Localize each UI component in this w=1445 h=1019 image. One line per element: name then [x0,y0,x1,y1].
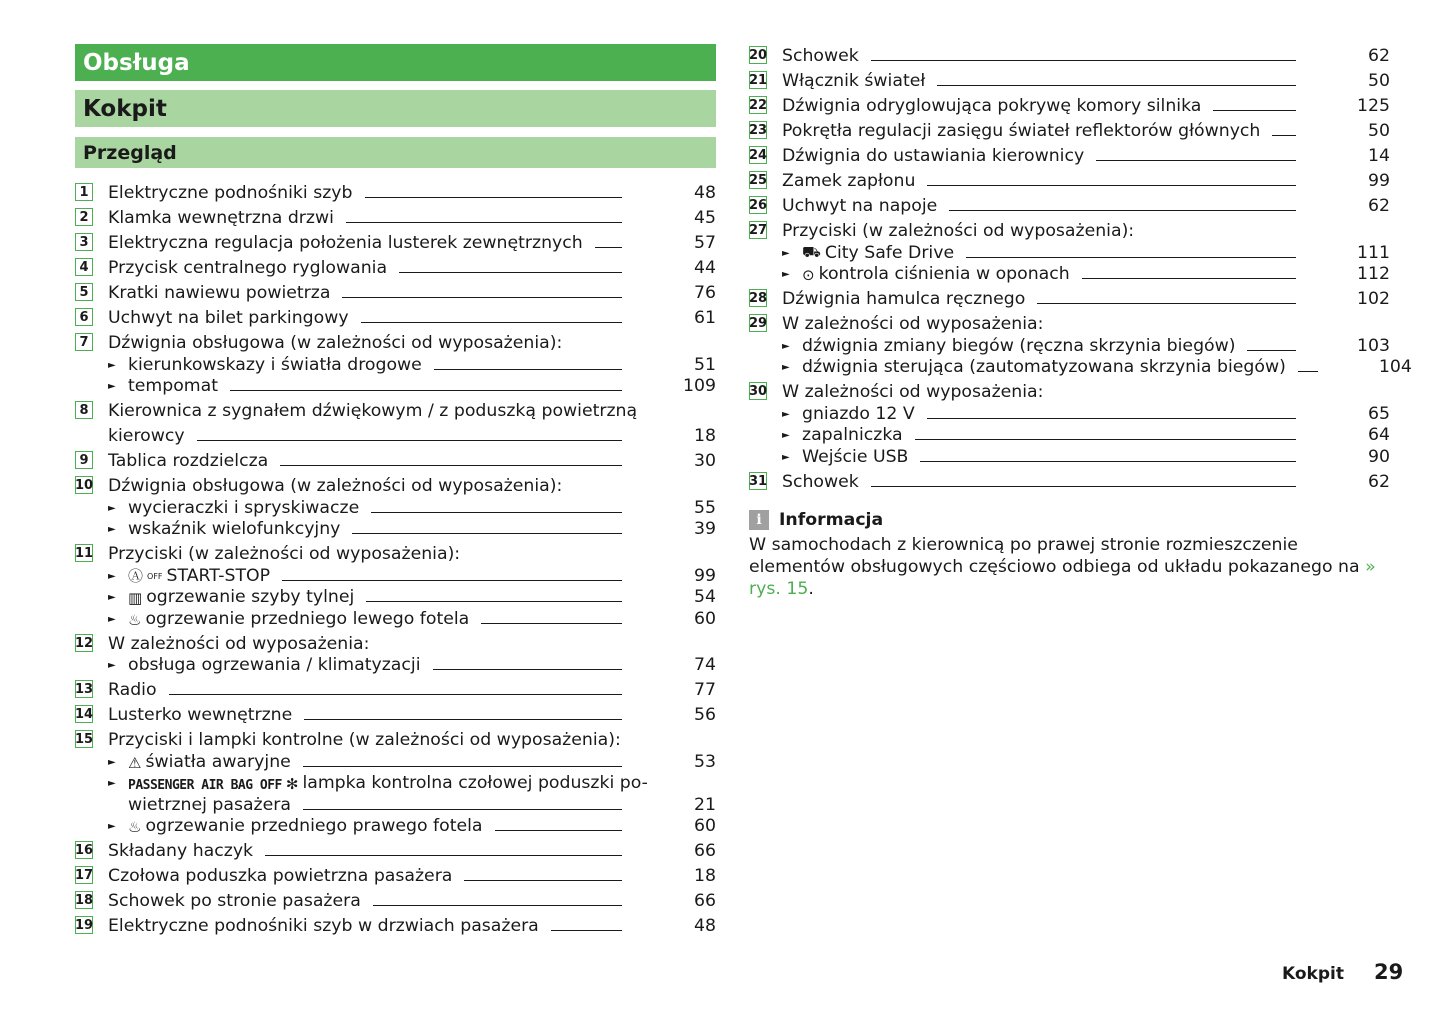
item-number: 31 [748,473,768,489]
index-item[interactable] [749,377,1390,467]
item-label: Uchwyt na bilet parkingowy [108,308,349,328]
dot-leader [230,389,622,391]
tyre-pressure-icon: ⊙ [802,266,815,284]
bullet-icon: ► [782,408,790,420]
index-item[interactable] [749,284,1390,309]
item-number: 17 [74,868,94,883]
sub-item-label: START-STOP [166,565,271,586]
item-number: 12 [74,635,94,651]
info-icon: i [749,510,769,530]
page-number: 29 [1373,960,1404,984]
index-item[interactable] [749,41,1390,66]
item-label: Elektryczne podnośniki szyb [108,183,353,203]
page-ref: 50 [1368,121,1390,141]
sub-item-label: ogrzewanie szyby tylnej [146,587,355,607]
item-label: Przyciski (w zależności od wyposażenia): [108,544,461,564]
right-index-list [748,41,1412,600]
subsection-title: Przegląd [75,137,716,168]
dot-leader [937,84,1296,86]
dot-leader [433,668,623,670]
item-number: 10 [74,478,94,493]
figure-link[interactable]: » rys. 15 [749,556,1376,599]
bullet-icon: ► [782,451,790,463]
sub-item[interactable] [749,334,1390,356]
info-heading [749,510,1390,530]
dot-leader [1082,277,1296,279]
item-label: Elektryczne podnośniki szyb w drzwiach pasażera [108,916,539,936]
info-title: Informacja [779,509,884,530]
dot-leader [1213,109,1296,111]
item-label: Składany haczyk [108,841,254,861]
index-row [749,66,1390,91]
index-item[interactable] [749,191,1390,216]
dot-leader [920,460,1296,462]
item-label: W zależności od wyposażenia: [108,633,370,654]
dot-leader [342,296,622,298]
bullet-space [108,811,128,815]
item-number: 23 [748,123,768,138]
item-label-continued: kierowcy [108,426,185,446]
index-row [749,91,1390,116]
item-number: 24 [748,148,768,163]
item-label: Klamka wewnętrzna drzwi [108,208,334,228]
item-label: Przyciski (w zależności od wyposażenia): [782,221,1135,241]
dot-leader [280,464,622,466]
item-label: Dźwignia hamulca ręcznego [782,289,1026,309]
page-ref: 60 [694,816,716,836]
index-row [75,886,716,911]
sub-items [749,334,1412,377]
index-item[interactable] [75,328,716,396]
index-item[interactable] [748,309,1412,377]
page-ref: 57 [694,233,716,253]
dot-leader [871,485,1296,487]
item-number: 30 [748,384,768,399]
index-row [749,216,1390,241]
item-label: Kierownica z sygnałem dźwiękowym / z poduszką powietrzną [108,401,638,421]
item-label: Radio [108,680,157,700]
dot-leader [303,765,622,767]
page-ref: 60 [694,608,716,629]
dot-leader [373,904,622,906]
index-item[interactable] [75,446,716,471]
index-row [749,41,1390,66]
chapter-title: Obsługa [75,44,716,81]
index-item[interactable] [75,725,716,836]
index-row [75,861,716,886]
item-number: 4 [75,258,93,276]
index-item[interactable] [75,203,716,228]
dot-leader [949,209,1296,211]
dot-leader [481,622,622,624]
dot-leader [365,196,623,198]
sub-item-label: City Safe Drive [824,242,955,263]
sub-item[interactable] [749,356,1412,378]
info-text: W samochodach z kierownicą po prawej stronie rozmieszczenie elementów obsługowych częściowo odbiega od układu pokazanego na » rys. 15. [749,534,1376,599]
page-ref: 62 [1368,196,1390,216]
sub-item-label-continued: wietrznej pasażera [128,794,291,815]
sub-item-label: kontrola ciśnienia w oponach [818,264,1070,284]
bullet-icon: ► [108,613,116,625]
index-row [75,836,716,861]
page-ref: 45 [694,208,716,228]
index-item[interactable] [75,471,716,539]
index-item[interactable] [749,91,1390,116]
off-label: OFF [147,571,163,581]
index-item[interactable] [75,278,716,303]
page-ref: 77 [694,680,716,700]
bullet-icon: ► [108,821,116,832]
bullet-icon: ► [782,340,790,352]
sub-item-label: kierunkowskazy i światła drogowe [128,354,422,375]
dot-leader [1298,370,1318,372]
dot-leader [1247,349,1296,351]
index-row [75,700,716,725]
sub-item[interactable] [749,263,1390,285]
hazard-warning-icon: ⚠ [128,753,142,772]
dot-leader [927,184,1296,186]
start-stop-icon: Ⓐ [128,566,144,585]
index-item[interactable] [75,675,716,700]
sub-items [75,496,716,539]
sub-items [75,353,716,396]
dot-leader [265,854,622,856]
index-row [75,629,716,654]
dot-leader [434,368,622,370]
dot-leader [464,879,622,881]
page-ref: 21 [694,794,716,815]
sub-items [75,750,716,836]
item-label: Przycisk centralnego ryglowania [108,258,388,278]
sub-item-label: dźwignia zmiany biegów (ręczna skrzynia biegów) [802,335,1236,356]
sub-item[interactable] [749,424,1390,446]
page-ref: 62 [1368,46,1390,66]
page-ref: 109 [683,376,716,396]
index-row [749,141,1390,166]
index-item[interactable] [75,303,716,328]
index-item[interactable] [75,700,716,725]
index-row [749,467,1390,492]
left-index-list [75,178,716,936]
index-item[interactable] [75,836,716,861]
bullet-icon: ► [108,778,116,789]
dot-leader [346,221,622,223]
item-label: Lusterko wewnętrzne [108,705,293,725]
dot-leader [399,271,622,273]
index-item[interactable] [75,861,716,886]
page-ref: 65 [1368,403,1390,424]
item-number: 28 [748,291,768,306]
page-ref: 18 [694,866,716,886]
item-number: 29 [748,316,768,331]
index-item[interactable] [75,228,716,253]
index-row [75,278,716,303]
item-number: 22 [748,98,768,113]
sub-item[interactable] [75,654,716,676]
item-number: 21 [748,73,768,88]
dot-leader [197,439,622,441]
index-row [75,725,716,750]
dot-leader [915,438,1296,440]
page-ref: 111 [1357,242,1390,263]
item-number: 2 [75,208,93,226]
item-number: 13 [74,682,94,697]
item-label: Dźwignia odryglowująca pokrywę komory silnika [782,96,1202,116]
sub-item-label: obsługa ogrzewania / klimatyzacji [128,655,421,675]
index-item[interactable] [749,116,1390,141]
item-label: Kratki nawiewu powietrza [108,283,331,303]
sub-item[interactable] [749,402,1390,424]
page-ref: 55 [694,497,716,518]
item-number: 27 [748,223,768,238]
dot-leader [1272,134,1296,136]
sub-items [749,241,1390,284]
sub-item[interactable] [75,353,716,375]
dot-leader [495,829,623,831]
item-label: Uchwyt na napoje [782,196,938,216]
item-label: W zależności od wyposażenia: [782,382,1044,402]
index-row [75,328,716,353]
item-number: 9 [75,451,93,469]
sub-item-label: wskaźnik wielofunkcyjny [128,519,341,539]
item-number: 15 [74,732,94,747]
dot-leader [1037,302,1296,304]
item-label: Pokrętła regulacji zasięgu świateł reflektorów głównych [782,121,1261,141]
sub-item[interactable] [75,815,716,837]
sub-item-label: lampka kontrolna czołowej poduszki po- [302,773,648,793]
dot-leader [304,718,622,720]
index-row [749,284,1390,309]
page-ref: 125 [1357,96,1390,116]
item-number: 6 [75,308,93,326]
bullet-icon: ► [108,660,116,671]
sub-item-label: dźwignia sterująca (zautomatyzowana skrzynia biegów) [802,357,1286,377]
page-ref: 51 [694,354,716,375]
bullet-icon: ► [108,524,116,535]
bullet-icon: ► [108,359,116,371]
footer-section: Kokpit [1282,964,1344,984]
item-label: Tablica rozdzielcza [108,451,269,471]
item-number: 19 [74,918,94,933]
page-ref: 74 [694,655,716,675]
seat-heating-icon: ♨ [128,818,142,836]
bullet-icon: ► [108,502,116,514]
index-item[interactable] [75,911,716,936]
seat-heating-icon: ♨ [128,610,142,629]
index-row [75,228,716,253]
page-ref: 99 [1368,171,1390,191]
index-item[interactable] [75,629,716,676]
sub-item-label: tempomat [128,376,218,396]
sub-item[interactable] [75,518,716,540]
index-row [75,178,716,203]
item-number: 5 [75,283,93,301]
index-item[interactable] [749,467,1390,492]
page-ref: 112 [1357,264,1390,284]
page-ref: 76 [694,283,716,303]
page-ref: 53 [694,751,716,772]
page-ref: 104 [1378,357,1412,377]
dot-leader [361,321,622,323]
index-row [749,377,1390,402]
passenger-airbag-off-label: PASSENGER AIR BAG OFF [128,778,282,793]
bullet-icon: ► [782,269,790,280]
index-row [75,446,716,471]
dot-leader [282,579,622,581]
index-row [749,166,1390,191]
page-ref: 56 [694,705,716,725]
page-ref: 103 [1357,335,1390,356]
dot-leader [366,600,622,602]
bullet-icon: ► [782,362,790,373]
index-row [75,911,716,936]
bullet-icon: ► [782,247,790,259]
index-row [75,539,716,564]
page-ref: 44 [694,258,716,278]
index-row [75,303,716,328]
page-ref: 90 [1368,446,1390,467]
page-ref: 14 [1368,146,1390,166]
page-ref: 66 [694,891,716,911]
item-number: 7 [75,333,93,351]
page-ref: 61 [694,308,716,328]
item-number: 25 [748,173,768,188]
index-item[interactable] [749,216,1390,284]
item-number: 11 [74,546,94,561]
item-number: 14 [74,707,94,722]
sub-item-label: ogrzewanie przedniego prawego fotela [145,816,483,836]
section-title: Kokpit [75,90,716,127]
dot-leader [303,808,622,810]
page-ref: 62 [1368,471,1390,492]
city-safe-drive-icon: ⛟ [802,242,821,261]
sub-item[interactable] [75,586,716,608]
sub-item-label: Wejście USB [802,446,909,467]
sub-item[interactable] [75,564,716,586]
item-number: 26 [748,198,768,213]
index-row [75,675,716,700]
item-label: Schowek [782,471,859,492]
item-label: Przyciski i lampki kontrolne (w zależności od wyposażenia): [108,730,621,750]
index-row [75,253,716,278]
dot-leader [1096,159,1296,161]
page-ref: 30 [694,451,716,471]
bullet-icon: ► [108,756,116,768]
index-row [749,116,1390,141]
index-row-continued [75,421,716,446]
page-ref: 54 [694,587,716,607]
dot-leader [352,532,622,534]
sub-item[interactable] [749,241,1390,263]
item-label: Dźwignia obsługowa (w zależności od wyposażenia): [108,333,563,353]
sub-item-label: ogrzewanie przedniego lewego fotela [145,608,470,629]
rear-window-heating-icon: ▥ [128,589,143,607]
page-ref: 18 [694,426,716,446]
item-label: Schowek po stronie pasażera [108,891,361,911]
page-ref: 66 [694,841,716,861]
item-label: Zamek zapłonu [782,171,916,191]
dot-leader [871,59,1296,61]
index-row [75,471,716,496]
item-label: Elektryczna regulacja położenia lusterek zewnętrznych [108,233,583,253]
page-footer [1282,960,1403,984]
index-row [749,191,1390,216]
index-item[interactable] [75,178,716,203]
index-row [75,203,716,228]
index-item[interactable] [749,141,1390,166]
dot-leader [371,511,622,513]
dot-leader [966,256,1296,258]
page-ref: 48 [694,916,716,936]
page-ref: 48 [694,183,716,203]
sub-item[interactable] [75,496,716,518]
sub-item[interactable] [75,375,716,397]
item-label: Włącznik świateł [782,71,926,91]
item-number: 20 [748,48,768,63]
sub-item-label: gniazdo 12 V [802,403,915,424]
dot-leader [551,929,622,931]
page-ref: 39 [694,519,716,539]
dot-leader [595,246,622,248]
index-item[interactable] [75,253,716,278]
sub-items [749,402,1390,467]
item-number: 16 [74,843,94,858]
index-row [749,309,1390,334]
item-number: 1 [75,183,93,201]
index-item[interactable] [75,886,716,911]
page-ref: 99 [694,565,716,586]
item-label: Dźwignia obsługowa (w zależności od wyposażenia): [108,476,563,496]
bullet-icon: ► [782,430,790,441]
page-ref: 102 [1357,289,1390,309]
item-number: 8 [75,401,93,419]
sub-item-label: wycieraczki i spryskiwacze [128,497,360,518]
item-label: Schowek [782,46,859,66]
sub-items [75,564,716,629]
item-label: W zależności od wyposażenia: [782,314,1044,334]
page-ref: 64 [1368,425,1390,445]
sub-item[interactable] [75,607,716,629]
dot-leader [169,693,622,695]
bullet-icon: ► [108,381,116,392]
item-number: 3 [75,233,93,251]
sub-item-label: światła awaryjne [145,751,291,772]
index-item[interactable] [75,539,716,629]
airbag-off-icon: ✻ [285,775,299,793]
bullet-icon: ► [108,592,116,603]
page-ref: 50 [1368,71,1390,91]
index-item[interactable] [749,166,1390,191]
sub-item[interactable] [75,772,716,794]
bullet-icon: ► [108,570,116,582]
sub-item[interactable] [749,445,1390,467]
index-row [75,396,716,421]
item-label: Dźwignia do ustawiania kierownicy [782,146,1085,166]
sub-item-label: zapalniczka [802,425,903,445]
sub-items [75,654,716,676]
index-item[interactable] [749,66,1390,91]
sub-item[interactable] [75,750,716,772]
item-label: Czołowa poduszka powietrzna pasażera [108,866,453,886]
index-item[interactable] [75,396,716,446]
sub-item-continued [75,793,716,815]
item-number: 18 [74,893,94,908]
dot-leader [927,417,1296,419]
